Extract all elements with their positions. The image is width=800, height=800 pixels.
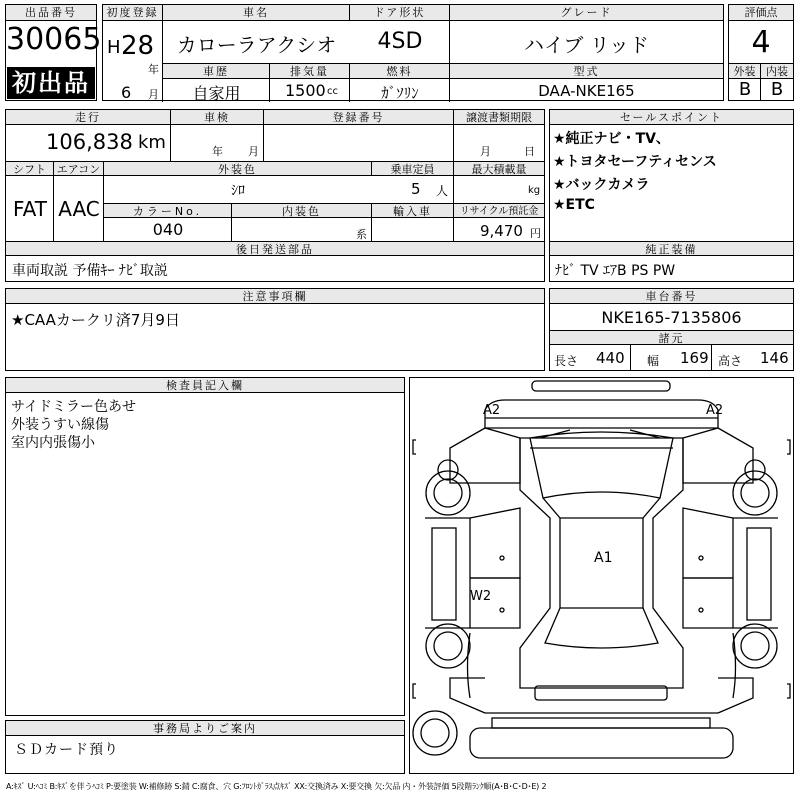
import-label: 輸入車 bbox=[372, 203, 454, 218]
length-label: 長さ bbox=[554, 354, 579, 368]
color-no-value: 040 bbox=[152, 220, 184, 239]
reg-year: 28 bbox=[121, 31, 155, 61]
sales-point-1: ★純正ナビ・TV、 bbox=[553, 131, 670, 147]
fuel-label: 燃料 bbox=[350, 63, 450, 79]
score-box bbox=[728, 4, 794, 101]
fuel-value: ｶﾞｿﾘﾝ bbox=[381, 84, 419, 102]
caution-label: 注意事項欄 bbox=[6, 289, 544, 304]
name-label: 車名 bbox=[163, 5, 350, 21]
door-label: ドア形状 bbox=[350, 5, 450, 21]
width-value: 169 bbox=[680, 349, 709, 367]
inspector-label: 検査員記入欄 bbox=[6, 378, 404, 393]
equipment-value: ﾅﾋﾞ TV ｴｱB PS PW bbox=[555, 263, 676, 279]
displacement-unit: cc bbox=[327, 86, 338, 97]
color-no-label: カラーNo. bbox=[104, 203, 232, 218]
height-value: 146 bbox=[760, 349, 789, 367]
sales-points-label: セールスポイント bbox=[550, 110, 793, 125]
score-value: 4 bbox=[751, 25, 771, 60]
caution-value: ★CAAカークリ済7月9日 bbox=[11, 311, 180, 329]
reg-label: 初度登録 bbox=[103, 5, 163, 21]
history-value: 自家用 bbox=[192, 84, 241, 103]
grade-value: ハイブ リッド bbox=[524, 33, 649, 57]
mark-a1: A1 bbox=[594, 550, 613, 566]
shift-label: シフト bbox=[6, 161, 54, 176]
width-label: 幅 bbox=[647, 354, 660, 368]
sales-point-3: ★バックカメラ bbox=[553, 177, 650, 193]
info-block bbox=[5, 109, 545, 282]
inspector-box bbox=[5, 377, 405, 716]
reg-month: 6 bbox=[121, 83, 132, 102]
ext-value: B bbox=[738, 79, 752, 100]
damage-legend: A:ｷｽﾞ U:ﾍｺﾐ B:ｷｽﾞを伴うﾍｺﾐ P:要塗装 W:補修跡 S:錆 C:腐食、穴 G:ﾌﾛﾝﾄｶﾞﾗｽ点ｷｽﾞ XX:交換済み X:要交換 欠:欠品 内・外装評価 5段階ﾗﾝｸ順(A･B･C･D･E) 2 bbox=[6, 782, 547, 791]
displacement-value: 1500 bbox=[285, 81, 326, 100]
capacity-unit: 人 bbox=[436, 184, 449, 198]
mark-w2: W2 bbox=[470, 589, 492, 604]
grade-label: グレード bbox=[450, 5, 723, 21]
mark-a2-left: A2 bbox=[483, 403, 501, 418]
later-parts-value: 車両取説 予備ｷｰ ﾅﾋﾞ取説 bbox=[12, 263, 168, 279]
transfer-day: 日 bbox=[524, 145, 535, 158]
vehicle-header bbox=[102, 4, 724, 101]
chassis-box bbox=[549, 288, 794, 371]
color-label: 外装色 bbox=[104, 161, 372, 176]
capacity-value: 5 bbox=[411, 180, 421, 198]
length-value: 440 bbox=[596, 349, 625, 367]
int-label: 内装 bbox=[761, 63, 793, 79]
caution-box bbox=[5, 288, 545, 371]
load-unit: kg bbox=[528, 185, 541, 196]
inspector-line-3: 室内内張傷小 bbox=[11, 435, 95, 451]
sales-point-2: ★トヨタセーフティセンス bbox=[553, 154, 717, 170]
recycle-value: 9,470 bbox=[480, 222, 523, 240]
ac-value: AAC bbox=[58, 197, 100, 221]
score-label: 評価点 bbox=[729, 5, 793, 21]
sales-points-box bbox=[549, 109, 794, 282]
office-value: ＳＤカード預り bbox=[14, 742, 119, 758]
mileage-value: 106,838 bbox=[46, 130, 133, 154]
inspection-label: 車検 bbox=[171, 110, 264, 125]
reg-era: H bbox=[107, 37, 121, 58]
height-label: 高さ bbox=[718, 354, 743, 368]
model-label: 型式 bbox=[450, 63, 723, 79]
displacement-label: 排気量 bbox=[270, 63, 350, 79]
month-unit: 月 bbox=[148, 88, 159, 101]
specs-label: 諸元 bbox=[550, 330, 793, 345]
plate-label: 登録番号 bbox=[264, 110, 454, 125]
door-value: 4SD bbox=[377, 29, 423, 54]
interior-label: 内装色 bbox=[232, 203, 372, 218]
mileage-label: 走行 bbox=[6, 110, 171, 125]
load-label: 最大積載量 bbox=[454, 161, 544, 176]
lot-number: 30065 bbox=[6, 22, 102, 57]
color-value: ｼﾛ bbox=[231, 183, 245, 199]
recycle-unit: 円 bbox=[530, 227, 541, 240]
mileage-unit: km bbox=[138, 132, 166, 153]
sales-point-4: ★ETC bbox=[553, 197, 595, 213]
equipment-label: 純正装備 bbox=[550, 241, 793, 256]
chassis-label: 車台番号 bbox=[550, 289, 793, 304]
transfer-label: 譲渡書類期限 bbox=[454, 110, 544, 125]
ext-label: 外装 bbox=[729, 63, 761, 79]
inspector-line-1: サイドミラー色あせ bbox=[11, 399, 137, 415]
year-unit: 年 bbox=[148, 63, 159, 76]
first-listing-badge: 初出品 bbox=[7, 67, 95, 99]
history-label: 車歴 bbox=[163, 63, 270, 79]
interior-unit: 系 bbox=[356, 228, 367, 241]
recycle-label: リサイクル預託金 bbox=[454, 203, 544, 218]
mark-a2-right: A2 bbox=[706, 403, 724, 418]
car-diagram bbox=[410, 378, 793, 773]
transfer-month: 月 bbox=[480, 145, 491, 158]
vehicle-name: カローラアクシオ bbox=[176, 33, 337, 57]
chassis-value: NKE165-7135806 bbox=[601, 308, 742, 327]
shift-value: FAT bbox=[12, 197, 47, 221]
capacity-label: 乗車定員 bbox=[372, 161, 454, 176]
later-parts-label: 後日発送部品 bbox=[6, 241, 544, 256]
office-label: 事務局よりご案内 bbox=[6, 721, 404, 736]
inspection-year: 年 bbox=[212, 145, 223, 158]
car-diagram-box bbox=[409, 377, 794, 774]
inspection-month: 月 bbox=[248, 145, 259, 158]
int-value: B bbox=[770, 79, 784, 100]
office-box bbox=[5, 720, 405, 774]
inspector-line-2: 外装うすい線傷 bbox=[11, 417, 109, 433]
model-value: DAA-NKE165 bbox=[538, 82, 635, 100]
lot-number-box bbox=[5, 4, 102, 101]
lot-number-label: 出品番号 bbox=[6, 5, 96, 21]
ac-label: エアコン bbox=[54, 161, 104, 176]
